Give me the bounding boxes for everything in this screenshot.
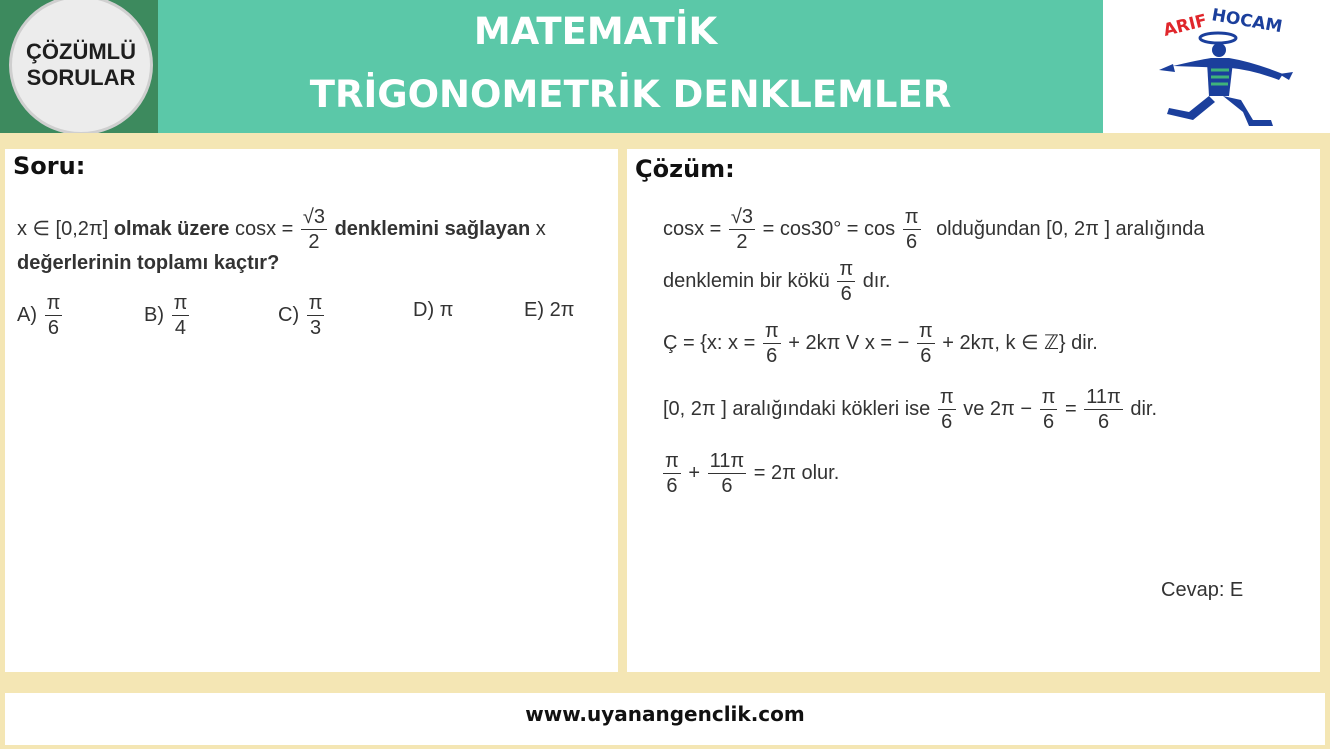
text-segment: = cos30° = cos: [762, 217, 896, 240]
option-letter: D): [413, 299, 435, 321]
fraction-denominator: 4: [174, 317, 187, 339]
text-segment: =: [1064, 397, 1077, 420]
question-olmak-uzere: olmak üzere: [113, 217, 230, 240]
solution-line5: [661, 449, 839, 498]
text-segment: denklemin bir kökü: [663, 269, 830, 292]
text-segment: [0, 2π ] aralığındaki kökleri ise: [663, 397, 931, 420]
fraction-denominator: 2: [736, 231, 748, 253]
option-d: [413, 299, 453, 322]
option-value: 2π: [549, 299, 575, 321]
fraction-numerator: π: [308, 292, 323, 314]
option-letter: E): [524, 299, 544, 321]
fraction-denominator: 6: [1042, 411, 1055, 433]
solution-label: Çözüm:: [635, 155, 735, 183]
fraction-denominator: 6: [766, 345, 778, 367]
question-fraction: [301, 205, 327, 254]
logo-text-red: ARIF: [1161, 10, 1210, 41]
solution-line4: [663, 385, 1157, 434]
logo-figure-icon: [1103, 0, 1330, 133]
fraction-numerator: π: [918, 320, 933, 342]
option-e: [524, 299, 574, 322]
answer-text: Cevap: E: [1161, 579, 1244, 601]
text-segment: olduğundan [0, 2π ] aralığında: [936, 217, 1205, 240]
footer-url[interactable]: www.uyanangenclik.com: [525, 702, 805, 726]
text-segment: = 2π olur.: [753, 461, 840, 484]
question-cosx: cosx =: [234, 217, 294, 240]
text-segment: cosx =: [663, 217, 722, 240]
question-denklemini: denklemini sağlayan: [334, 217, 531, 240]
option-a: [17, 291, 64, 340]
fraction-numerator: π: [173, 292, 188, 314]
badge-line2: SORULAR: [26, 65, 136, 90]
fraction-numerator: 11π: [709, 450, 745, 472]
text-segment: +: [688, 461, 701, 484]
fraction-numerator: π: [939, 386, 954, 408]
fraction-numerator: π: [839, 258, 854, 280]
fraction-denominator: 2: [308, 231, 320, 253]
page-title: MATEMATİK: [473, 10, 718, 53]
question-panel: [5, 149, 618, 672]
text-segment: ve 2π −: [963, 397, 1033, 420]
fraction-denominator: 6: [1097, 411, 1110, 433]
text-segment: + 2kπ, k ∈ ℤ} dir.: [942, 331, 1098, 354]
page-subtitle: TRİGONOMETRİK DENKLEMLER: [309, 73, 952, 116]
question-label: Soru:: [13, 152, 86, 180]
fraction-numerator: π: [46, 292, 61, 314]
fraction-numerator: π: [665, 450, 679, 472]
solution-line2: [663, 257, 890, 306]
text-segment: dir.: [1130, 397, 1158, 420]
fraction-denominator: 6: [920, 345, 932, 367]
question-line2: değerlerinin toplamı kaçtır?: [17, 252, 280, 274]
cozumlu-sorular-badge: [9, 0, 153, 133]
option-c: [278, 291, 326, 340]
question-interval: x ∈ [0,2π]: [17, 217, 109, 240]
header-banner: [0, 0, 1330, 133]
option-b: [144, 291, 191, 340]
text-segment: Ç = {x: x =: [663, 331, 756, 354]
question-line1: [17, 205, 546, 254]
fraction-numerator: √3: [730, 206, 754, 228]
text-segment: + 2kπ V x = −: [788, 331, 910, 354]
option-letter: C): [278, 303, 300, 326]
fraction-denominator: 6: [840, 283, 852, 305]
option-letter: A): [17, 303, 37, 326]
fraction-numerator: π: [1041, 386, 1056, 408]
fraction-numerator: √3: [302, 206, 326, 228]
fraction-numerator: π: [904, 206, 919, 228]
fraction-denominator: 6: [47, 317, 60, 339]
question-x: x: [535, 217, 546, 240]
text-segment: dır.: [862, 269, 891, 292]
solution-line3: [663, 319, 1098, 368]
fraction-numerator: π: [764, 320, 779, 342]
fraction-denominator: 6: [666, 475, 678, 497]
fraction-denominator: 6: [906, 231, 918, 253]
option-value: π: [439, 299, 454, 321]
fraction-denominator: 6: [721, 475, 733, 497]
fraction-denominator: 6: [941, 411, 953, 433]
solution-panel: [627, 149, 1320, 672]
badge-area: [0, 0, 158, 133]
solution-line1: [663, 205, 1205, 254]
arifhocam-logo: [1103, 0, 1330, 133]
badge-line1: ÇÖZÜMLÜ: [26, 39, 136, 64]
logo-text-blue: HOCAM: [1210, 5, 1284, 38]
fraction-numerator: 11π: [1086, 386, 1121, 408]
option-letter: B): [144, 303, 164, 326]
fraction-denominator: 3: [310, 317, 322, 339]
